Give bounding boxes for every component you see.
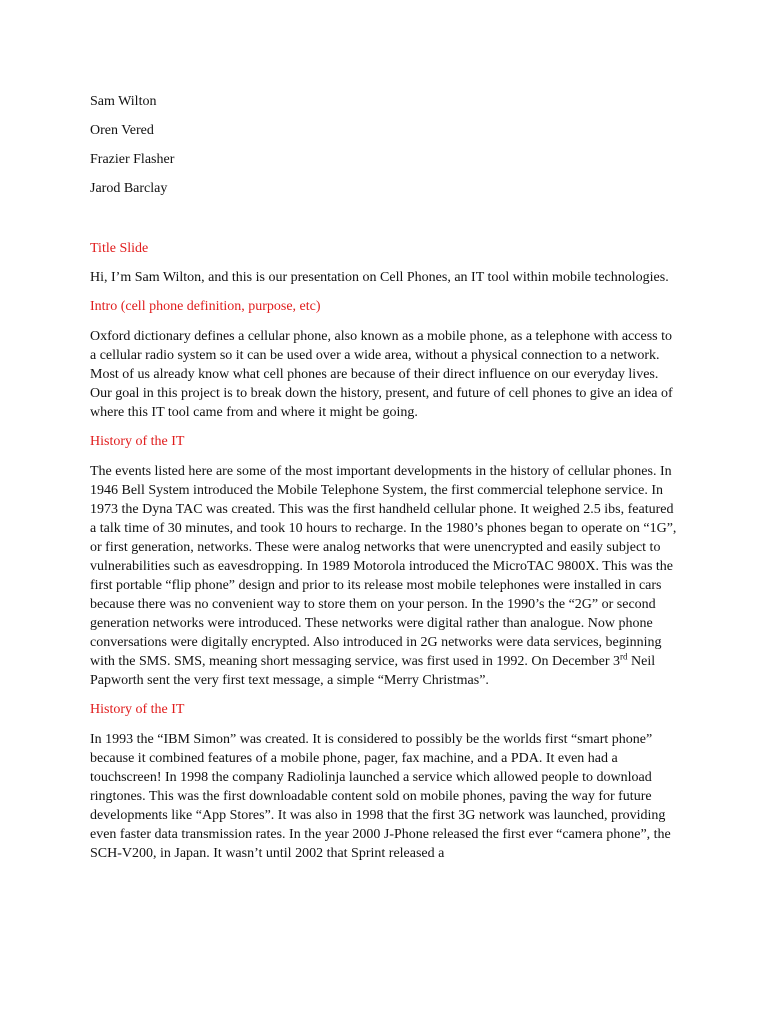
section-title-slide: [90, 240, 678, 287]
section-paragraph: In 1993 the “IBM Simon” was created. It is considered to possibly be the worlds first “smart phone” because it combined features of a mobile phone, pager, fax machine, and a PDA. It even had a touchscreen! In 1998 the company Radiolinja launched a service which allowed people to download ringtones. This was the first downloadable content sold on mobile phones, paving the way for future developments like “App Stores”. It was also in 1998 that the first 3G network was launched, providing even faster data transmission rates. In the year 2000 J-Phone released the first ever “camera phone”, the SCH-V200, in Japan. It wasn’t until 2002 that Sprint released a: [90, 732, 671, 861]
section-paragraph: [90, 462, 678, 690]
ordinal-superscript: rd: [620, 651, 628, 662]
author-name: Oren Vered: [90, 123, 154, 138]
section-intro: [90, 298, 678, 422]
section-history-2: [90, 701, 678, 863]
section-heading: Title Slide: [90, 241, 149, 256]
author-name: Jarod Barclay: [90, 181, 168, 196]
section-paragraph: Hi, I’m Sam Wilton, and this is our presentation on Cell Phones, an IT tool within mobile technologies.: [90, 270, 669, 285]
author-name: Sam Wilton: [90, 94, 157, 109]
section-heading: History of the IT: [90, 434, 185, 449]
author-name: Frazier Flasher: [90, 152, 175, 167]
section-heading: Intro (cell phone definition, purpose, etc): [90, 299, 321, 314]
paragraph-text: The events listed here are some of the most important developments in the history of cellular phones. In 1946 Bell System introduced the Mobile Telephone System, the first commercial telephone service. In 1973 the Dyna TAC was created. This was the first handheld cellular phone. It weighed 2.5 ibs, featured a talk time of 30 minutes, and took 10 hours to recharge. In the 1980’s phones began to operate on “1G”, or first generation, networks. These were analog networks that were unencrypted and easily subject to vulnerabilities such as eavesdropping. In 1989 Motorola introduced the MicroTAC 9800X. This was the first portable “flip phone” design and prior to its release most mobile telephones were installed in cars because there was no convenient way to store them on your person. In the 1990’s the “2G” or second generation networks were introduced. These networks were digital rather than analogue. Now phone conversations were digitally encrypted. Also introduced in 2G networks were data services, beginning with the SMS. SMS, meaning short messaging service, was first used in 1992. On December 3: [90, 464, 677, 669]
section-heading: History of the IT: [90, 702, 185, 717]
section-paragraph: Oxford dictionary defines a cellular phone, also known as a mobile phone, as a telephone with access to a cellular radio system so it can be used over a wide area, without a physical connection to a network. Most of us already know what cell phones are because of their direct influence on our everyday lives. Our goal in this project is to break down the history, present, and future of cell phones to give an idea of where this IT tool came from and where it might be going.: [90, 329, 673, 420]
author-list: [90, 93, 678, 198]
section-history-1: [90, 433, 678, 690]
paragraph-text-continued: Neil Papworth sent the very first text message, a simple “Merry Christmas”.: [90, 654, 656, 688]
